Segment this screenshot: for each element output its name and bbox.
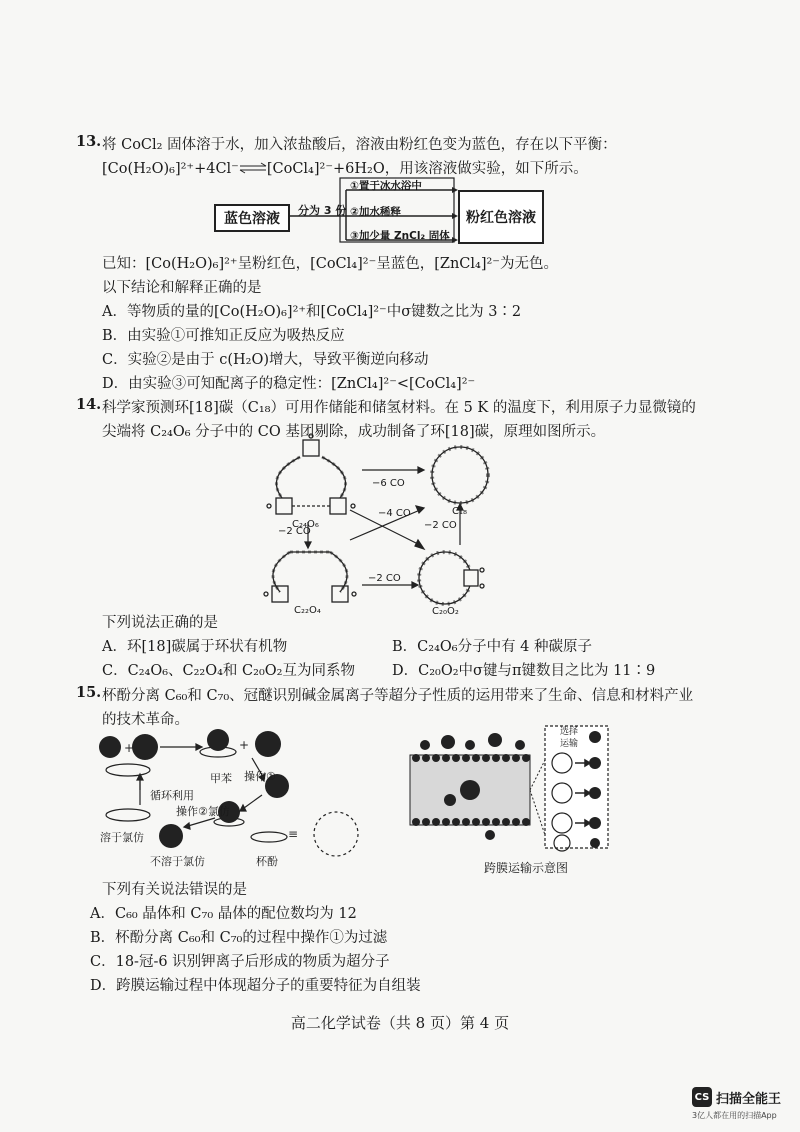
- q14-option-d: D．C₂₀O₂中σ键与π键数目之比为 11∶9: [392, 663, 656, 679]
- watermark-tagline: 3亿人都在用的扫描App: [692, 1111, 777, 1120]
- page-footer: 高二化学试卷（共 8 页）第 4 页: [290, 1014, 510, 1032]
- q14-stem-line2: 尖端将 C₂₄O₆ 分子中的 CO 基团剔除，成功制备了环[18]碳，原理如图所示。: [102, 424, 606, 440]
- c20o2-label: C₂₀O₂: [432, 606, 459, 617]
- q13-number: 13.: [76, 133, 102, 150]
- c18-label: C₁₈: [452, 506, 467, 517]
- q15-option-b: B．杯酚分离 C₆₀和 C₇₀的过程中操作①为过滤: [90, 930, 388, 946]
- recycle-label: 循环利用: [150, 789, 194, 802]
- q13-prompt: 以下结论和解释正确的是: [102, 280, 262, 296]
- op2-label: 操作②氯仿: [176, 805, 230, 818]
- c24o6-label: C₂₄O₆: [292, 519, 319, 530]
- q13-known: 已知：[Co(H₂O)₆]²⁺呈粉红色，[CoCl₄]²⁻呈蓝色，[ZnCl₄]²⁻为无色。: [102, 256, 558, 272]
- arrow-cross-label: −4 CO: [378, 508, 411, 519]
- q14-option-b: B．C₂₄O₆分子中有 4 种碳原子: [392, 639, 593, 655]
- svg-text:+: +: [239, 738, 250, 752]
- watermark-brand: 扫描全能王: [716, 1092, 782, 1107]
- q14-number: 14.: [76, 396, 102, 413]
- q13-option-d: D．由实验③可知配离子的稳定性：[ZnCl₄]²⁻<[CoCl₄]²⁻: [102, 376, 476, 392]
- q13-option-a: A．等物质的量的[Co(H₂O)₆]²⁺和[CoCl₄]²⁻中σ键数之比为 3∶2: [102, 304, 522, 320]
- membrane-caption: 跨膜运输示意图: [484, 861, 569, 875]
- insoluble-label: 不溶于氯仿: [150, 855, 205, 868]
- step3-label: ③加少量 ZnCl₂ 固体: [350, 230, 450, 242]
- arrow-left-label: −2 CO: [278, 526, 311, 537]
- q13-option-c: C．实验②是由于 c(H₂O)增大，导致平衡逆向移动: [102, 352, 429, 368]
- select-top-label: 选择: [560, 727, 579, 737]
- step1-label: ①置于冰水浴中: [350, 180, 422, 192]
- split-label: 分为 3 份: [298, 204, 347, 217]
- blue-solution-box: 蓝色溶液: [214, 204, 290, 232]
- arrow-top-label: −6 CO: [372, 478, 405, 489]
- arrow-right-label: −2 CO: [424, 520, 457, 531]
- q13-eq-right: [CoCl₄]²⁻+6H₂O，用该溶液做实验，如下所示。: [266, 161, 588, 177]
- q15-stem-line1: 杯酚分离 C₆₀和 C₇₀、冠醚识别碱金属离子等超分子性质的运用带来了生命、信息和材料产业: [102, 688, 694, 704]
- q15-option-c: C．18-冠-6 识别钾离子后形成的物质为超分子: [90, 954, 390, 970]
- op1-label: 操作①: [244, 770, 276, 783]
- q15-stem-line2: 的技术革命。: [102, 712, 189, 728]
- q14-option-c: C．C₂₄O₆、C₂₂O₄和 C₂₀O₂互为同系物: [102, 663, 355, 679]
- q14-stem-line1: 科学家预测环[18]碳（C₁₈）可用作储能和储氢材料。在 5 K 的温度下，利用原子力显微镜的: [102, 400, 696, 416]
- q15-prompt: 下列有关说法错误的是: [102, 882, 247, 898]
- svg-text:+: +: [124, 741, 135, 755]
- q13-stem-line1: 将 CoCl₂ 固体溶于水，加入浓盐酸后，溶液由粉红色变为蓝色，存在以下平衡：: [102, 137, 617, 153]
- select-bottom-label: 运输: [560, 739, 579, 749]
- svg-text:≡: ≡: [288, 827, 299, 841]
- toluene-label: 甲苯: [210, 772, 232, 785]
- c22o4-label: C₂₂O₄: [294, 605, 321, 616]
- arrow-bottom-label: −2 CO: [368, 573, 401, 584]
- soluble-label: 溶于氯仿: [100, 831, 144, 844]
- q13-eq-left: [Co(H₂O)₆]²⁺+4Cl⁻: [102, 161, 239, 177]
- camscanner-logo-icon: CS: [692, 1087, 712, 1107]
- pink-solution-box: 粉红色溶液: [458, 190, 544, 244]
- q14-prompt: 下列说法正确的是: [102, 615, 218, 631]
- step2-label: ②加水稀释: [350, 206, 401, 218]
- q15-option-d: D．跨膜运输过程中体现超分子的重要特征为自组装: [90, 978, 421, 994]
- q15-option-a: A．C₆₀ 晶体和 C₇₀ 晶体的配位数均为 12: [90, 906, 357, 922]
- calixarene-label: 杯酚: [256, 855, 278, 868]
- q13-option-b: B．由实验①可推知正反应为吸热反应: [102, 328, 345, 344]
- q15-number: 15.: [76, 684, 102, 701]
- q14-option-a: A．环[18]碳属于环状有机物: [102, 639, 288, 655]
